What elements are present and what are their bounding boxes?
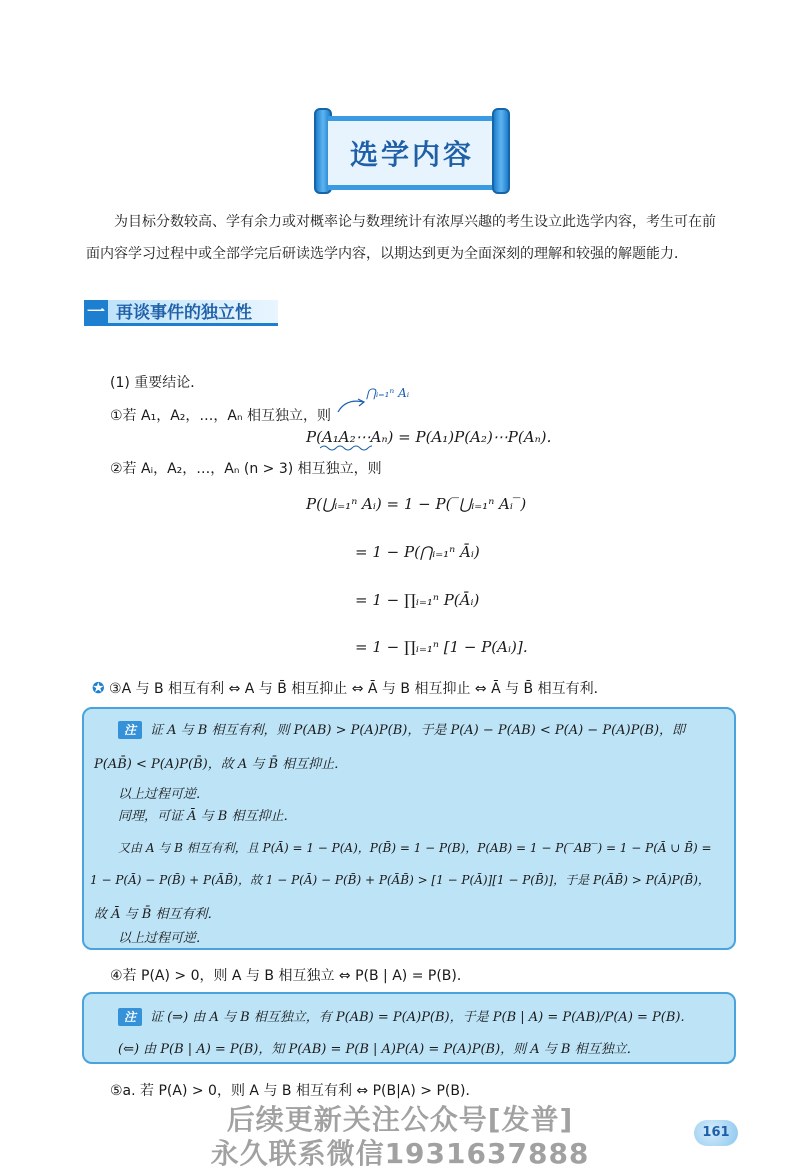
page-number: 161 xyxy=(694,1120,738,1146)
note1-line3: 以上过程可逆． xyxy=(118,787,210,802)
item1-annotation: ⋂ᵢ₌₁ⁿ Aᵢ xyxy=(366,386,410,400)
note1-line6: 1 − P(Ā) − P(B̄) + P(ĀB̄)，故 1 − P(Ā) − P(B̄) + P(ĀB̄) > [1 − P(Ā)][1 − P(B̄)]，于是 P(ĀB̄) > P(Ā)P(B̄)， xyxy=(90,873,710,887)
title-banner-body xyxy=(328,116,496,190)
section-title: 再谈事件的独立性 xyxy=(108,300,278,326)
item1-formula: P(A₁A₂⋯Aₙ) = P(A₁)P(A₂)⋯P(Aₙ)． xyxy=(306,428,562,446)
item3-text: ③A 与 B 相互有利 ⇔ A 与 B̄ 相互抑止 ⇔ Ā 与 B 相互抑止 ⇔ Ā 与 B̄ 相互有利． xyxy=(109,681,608,697)
note1-tag: 注 xyxy=(118,721,142,739)
note2-line2: (⇐) 由 P(B | A) = P(B)，知 P(AB) = P(B | A)P(A) = P(A)P(B)，则 A 与 B 相互独立． xyxy=(118,1042,640,1057)
note2-line1-row xyxy=(118,1006,685,1026)
item2-line2: = 1 − P(⋂ᵢ₌₁ⁿ Āᵢ) xyxy=(355,543,480,561)
star-icon: ✪ xyxy=(92,679,105,697)
item2-line1: P(⋃ᵢ₌₁ⁿ Aᵢ) = 1 − P(‾⋃ᵢ₌₁ⁿ Aᵢ‾) xyxy=(306,495,527,513)
note1-line5: 又由 A 与 B 相互有利，且 P(Ā) = 1 − P(A)，P(B̄) = 1 − P(B)，P(AB) = 1 − P(‾AB‾) = 1 − P(Ā ∪ B̄) = xyxy=(118,841,712,855)
item1-label: ①若 A₁，A₂，…，Aₙ 相互独立，则 xyxy=(110,408,331,424)
intro-paragraph: 为目标分数较高、学有余力或对概率论与数理统计有浓厚兴趣的考生设立此选学内容，考生可在前面内容学习过程中或全部学完后研读选学内容，以期达到更为全面深刻的理解和较强的解题能力． xyxy=(86,214,716,262)
wavy-underline xyxy=(320,444,372,452)
item2-line3: = 1 − ∏ᵢ₌₁ⁿ P(Āᵢ) xyxy=(355,591,480,609)
note1-line1-row xyxy=(118,719,685,739)
note1-line4: 同理，可证 Ā 与 B 相互抑止． xyxy=(118,809,297,824)
item2-line4: = 1 − ∏ᵢ₌₁ⁿ [1 − P(Aᵢ)]． xyxy=(355,638,538,656)
note1-line7: 故 Ā 与 B̄ 相互有利． xyxy=(94,907,221,922)
note2-line1: 证 (⇒) 由 A 与 B 相互独立，有 P(AB) = P(A)P(B)，于是 P(B | A) = P(AB)/P(A) = P(B). xyxy=(150,1010,685,1025)
item5-text: ⑤a. 若 P(A) > 0，则 A 与 B 相互有利 ⇔ P(B|A) > P(B)． xyxy=(110,1083,480,1099)
note1-line8: 以上过程可逆． xyxy=(118,931,210,946)
section-number: 一 xyxy=(84,300,108,326)
title-banner xyxy=(314,108,510,190)
conclusions-heading: (1) 重要结论． xyxy=(110,375,205,391)
item3-row xyxy=(92,678,608,698)
item2-label: ②若 Aᵢ，A₂，…，Aₙ (n > 3) 相互独立，则 xyxy=(110,461,382,477)
note-box-1 xyxy=(82,707,736,950)
note-box-2 xyxy=(82,992,736,1064)
note1-line1: 证 A 与 B 相互有利，则 P(AB) > P(A)P(B)，于是 P(A) − P(AB) < P(A) − P(A)P(B)，即 xyxy=(150,723,686,738)
note2-tag: 注 xyxy=(118,1008,142,1026)
watermark-line2: 永久联系微信1931637888 xyxy=(210,1137,590,1170)
note1-line2: P(AB̄) < P(A)P(B̄)，故 A 与 B̄ 相互抑止． xyxy=(94,757,348,772)
watermark-line1: 后续更新关注公众号[发普] xyxy=(226,1103,574,1136)
annotation-arrow-icon xyxy=(336,396,366,414)
page-title: 选学内容 xyxy=(349,138,474,171)
item4-text: ④若 P(A) > 0，则 A 与 B 相互独立 ⇔ P(B | A) = P(B)． xyxy=(110,968,471,984)
scroll-right-roll xyxy=(492,108,510,194)
